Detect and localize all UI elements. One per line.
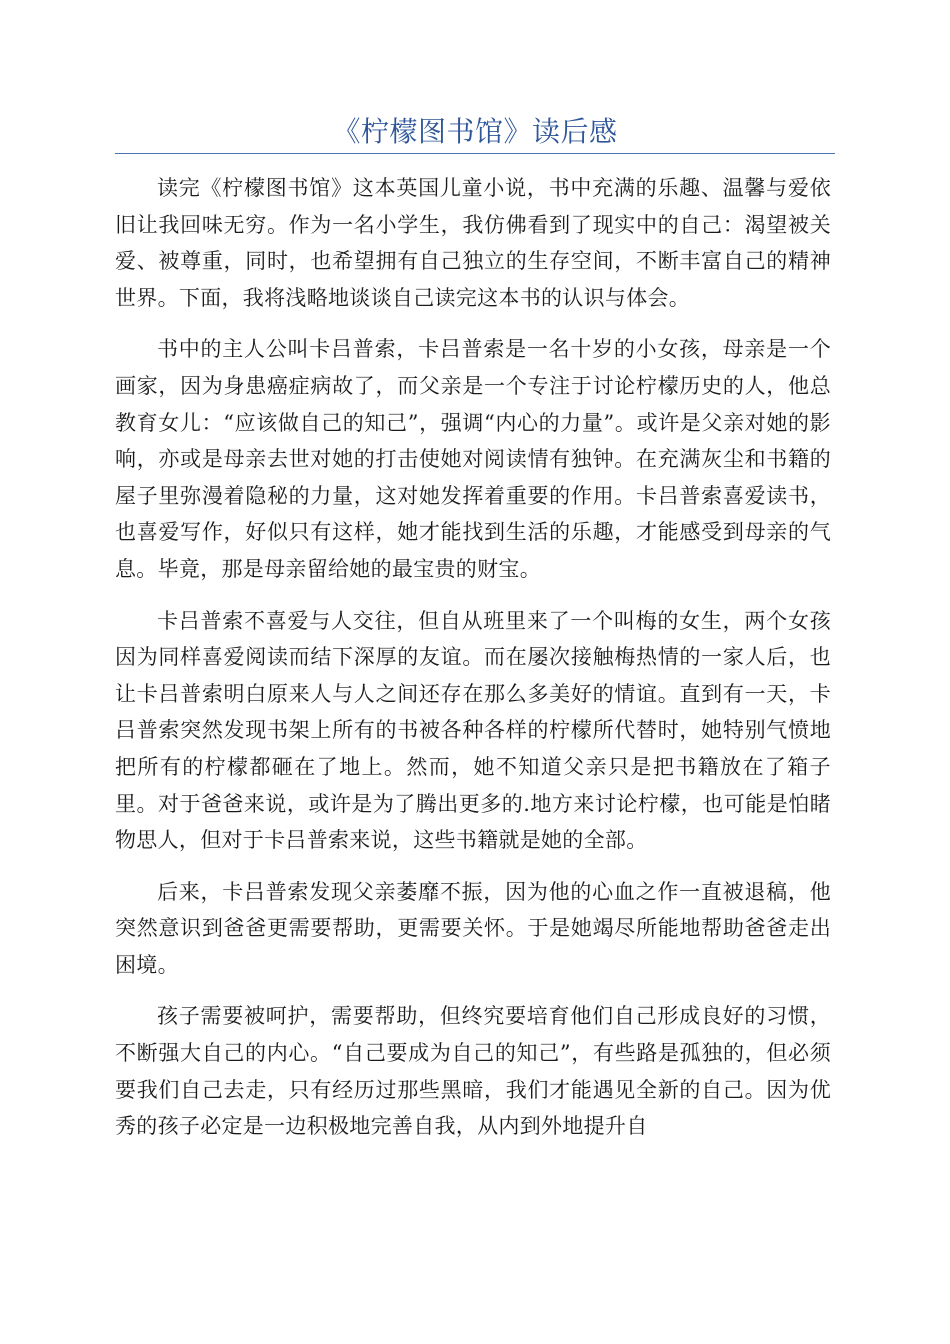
- title-underline: [115, 153, 835, 154]
- paragraph-3: 卡吕普索不喜爱与人交往，但自从班里来了一个叫梅的女生，两个女孩因为同样喜爱阅读而结下深厚的友谊。而在屡次接触梅热情的一家人后，也让卡吕普索明白原来人与人之间还存在那么多美好的情谊。直到有一天，卡吕普索突然发现书架上所有的书被各种各样的柠檬所代替时，她特别气愤地把所有的柠檬都砸在了地上。然而，她不知道父亲只是把书籍放在了箱子里。对于爸爸来说，或许是为了腾出更多的.地方来讨论柠檬，也可能是怕睹物思人，但对于卡吕普索来说，这些书籍就是她的全部。: [115, 608, 831, 853]
- document-body: [115, 170, 831, 1160]
- paragraph-2: 书中的主人公叫卡吕普索，卡吕普索是一名十岁的小女孩，母亲是一个画家，因为身患癌症病故了，而父亲是一个专注于讨论柠檬历史的人，他总教育女儿：“应该做自己的知己”，强调“内心的力量”。或许是父亲对她的影响，亦或是母亲去世对她的打击使她对阅读情有独钟。在充满灰尘和书籍的屋子里弥漫着隐秘的力量，这对她发挥着重要的作用。卡吕普索喜爱读书，也喜爱写作，好似只有这样，她才能找到生活的乐趣，才能感受到母亲的气息。毕竟，那是母亲留给她的最宝贵的财宝。: [115, 337, 831, 581]
- paragraph-5: 孩子需要被呵护，需要帮助，但终究要培育他们自己形成良好的习惯，不断强大自己的内心。“自己要成为自己的知己”，有些路是孤独的，但必须要我们自己去走，只有经历过那些黑暗，我们才能遇见全新的自己。因为优秀的孩子必定是一边积极地完善自我，从内到外地提升自: [115, 1004, 831, 1139]
- paragraph-1: 读完《柠檬图书馆》这本英国儿童小说，书中充满的乐趣、温馨与爱依旧让我回味无穷。作为一名小学生，我仿佛看到了现实中的自己：渴望被关爱、被尊重，同时，也希望拥有自己独立的生存空间，不断丰富自己的精神世界。下面，我将浅略地谈谈自己读完这本书的认识与体会。: [115, 176, 831, 310]
- document-title: 《柠檬图书馆》读后感: [332, 115, 618, 148]
- paragraph-4: 后来，卡吕普索发现父亲萎靡不振，因为他的心血之作一直被退稿，他突然意识到爸爸更需要帮助，更需要关怀。于是她竭尽所能地帮助爸爸走出困境。: [115, 879, 831, 977]
